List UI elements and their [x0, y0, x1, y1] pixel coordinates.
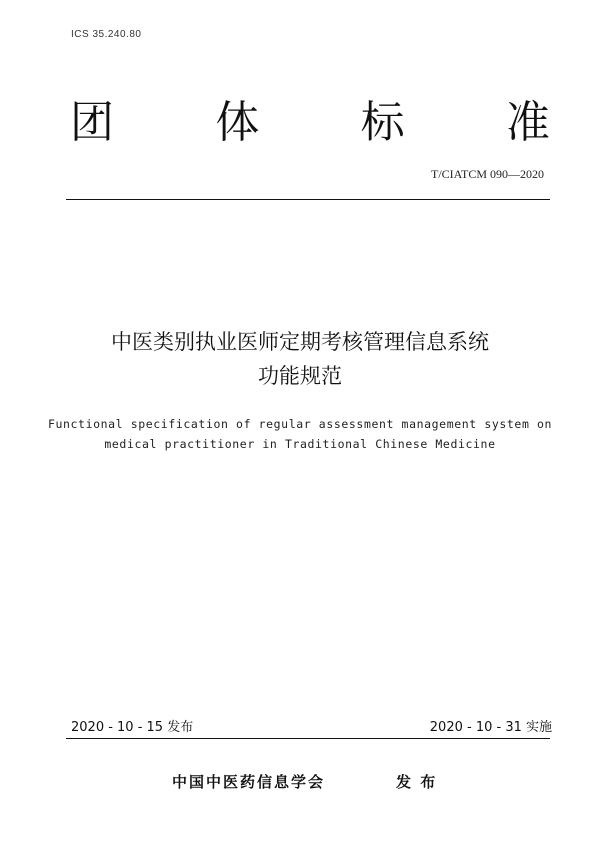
heading-char-1: 团 — [70, 97, 114, 148]
chinese-title — [0, 325, 600, 393]
heading-char-2: 体 — [215, 97, 260, 148]
standard-type-heading — [70, 97, 550, 149]
heading-char-4: 准 — [505, 97, 550, 148]
ics-code: ICS 35.240.80 — [71, 29, 142, 40]
heading-char-3: 标 — [360, 97, 405, 148]
publisher-name: 中国中医药信息学会 — [172, 773, 326, 791]
implementation-date: 2020 - 10 - 31 实施 — [429, 720, 552, 735]
chinese-title-line-1: 中医类别执业医师定期考核管理信息系统 — [111, 330, 489, 354]
bottom-divider — [66, 738, 550, 739]
issue-date: 2020 - 10 - 15 发布 — [71, 720, 194, 735]
top-divider — [66, 199, 550, 200]
standard-code: T/CIATCM 090—2020 — [430, 167, 544, 181]
english-title — [0, 414, 600, 454]
english-title-line-2: medical practitioner in Traditional Chinese Medicine — [104, 437, 496, 451]
english-title-line-1: Functional specification of regular assessment management system on — [47, 417, 553, 431]
chinese-title-line-2: 功能规范 — [258, 364, 342, 388]
publish-label: 发 布 — [396, 773, 438, 791]
